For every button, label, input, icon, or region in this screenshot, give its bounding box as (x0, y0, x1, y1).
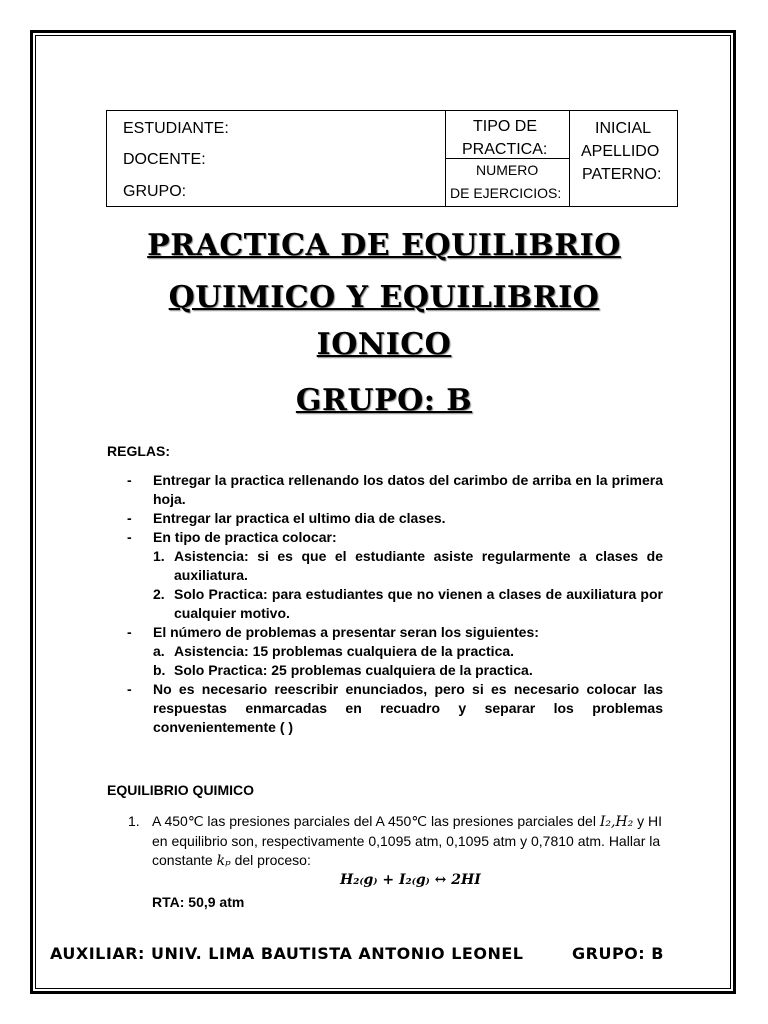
student-info-cell (107, 111, 446, 206)
bullet-dash: - (127, 510, 132, 526)
rule-text: El número de problemas a presentar seran los siguientes: (153, 624, 539, 640)
rules-heading: REGLAS: (107, 443, 170, 459)
rule-subitem (107, 661, 663, 680)
initial-surname-cell (570, 111, 677, 206)
rule-item (107, 528, 663, 547)
rule-item (107, 680, 663, 737)
chemical-equation: H₂₍g₎ + I₂₍g₎ ↔ 2HI (340, 872, 481, 888)
practice-type-cell (446, 111, 570, 206)
footer-author: AUXILIAR: UNIV. LIMA BAUTISTA ANTONIO LEONEL (50, 944, 524, 963)
rule-subitem (107, 547, 663, 585)
bullet-dash: - (127, 681, 132, 697)
subitem-text: Asistencia: 15 problemas cualquiera de la practica. (174, 643, 515, 659)
math-symbol: I₂,H₂ (599, 814, 634, 830)
rule-item (107, 471, 663, 509)
label-docente: DOCENTE: (123, 151, 206, 168)
subitem-number: 2. (153, 586, 165, 602)
subitem-letter: a. (153, 643, 165, 659)
label-tipo-line2: PRACTICA: (462, 141, 548, 158)
header-stamp-table (106, 110, 678, 207)
page-subtitle-group: GRUPO: B (295, 383, 473, 418)
subitem-text: Asistencia: si es que el estudiante asiste regularmente a clases de auxiliatura. (174, 548, 663, 583)
rule-item (107, 509, 663, 528)
rule-text: No es necesario reescribir enunciados, pero si es necesario colocar las respuestas enmarcadas en recuadro y separar los problemas convenientemente ( ) (153, 681, 663, 735)
rule-item (107, 623, 663, 642)
problem-text (152, 812, 663, 871)
rule-text: Entregar la practica rellenando los datos del carimbo de arriba en la primera hoja. (153, 472, 663, 507)
math-symbol: kₚ (216, 853, 231, 869)
page-title-line1: PRACTICA DE EQUILIBRIO (147, 228, 621, 263)
footer-group: GRUPO: B (572, 944, 664, 963)
rule-subitem (107, 642, 663, 661)
subitem-text: Solo Practica: 25 problemas cualquiera de la practica. (174, 662, 533, 678)
section-heading: EQUILIBRIO QUIMICO (107, 782, 254, 798)
bullet-dash: - (127, 529, 132, 545)
rule-text: En tipo de practica colocar: (153, 529, 337, 545)
subitem-letter: b. (153, 662, 166, 678)
label-numero-line1: NUMERO (476, 162, 539, 178)
label-estudiante: ESTUDIANTE: (123, 120, 229, 137)
label-inicial-line3: PATERNO: (582, 166, 662, 183)
rule-text: Entregar lar practica el ultimo dia de clases. (153, 510, 446, 526)
rule-subitem (107, 585, 663, 623)
page-title-line2: QUIMICO Y EQUILIBRIO (168, 280, 600, 315)
cell-divider (446, 158, 569, 159)
problem-text-part: del proceso: (230, 852, 311, 868)
problem-answer: RTA: 50,9 atm (152, 894, 245, 910)
label-inicial-line2: APELLIDO (581, 143, 660, 160)
bullet-dash: - (127, 472, 132, 488)
bullet-dash: - (127, 624, 132, 640)
problem-item (107, 812, 663, 871)
rules-list (107, 471, 663, 737)
problem-text-part: y HI en equilibrio son, respectivamente 0,1095 atm, 0,1095 atm y 0,7810 atm. Hallar la constante (152, 813, 663, 868)
label-grupo: GRUPO: (123, 183, 187, 200)
problem-number: 1. (128, 813, 140, 829)
label-inicial-line1: INICIAL (595, 120, 652, 137)
subitem-number: 1. (153, 548, 165, 564)
page-title-line3: IONICO (316, 327, 452, 362)
label-numero-line2: DE EJERCICIOS: (450, 185, 562, 201)
problem-text-part: A 450℃ las presiones parciales del A 450℃ las presiones parciales del (152, 813, 600, 829)
subitem-text: Solo Practica: para estudiantes que no vienen a clases de auxiliatura por cualquier motivo. (174, 586, 663, 621)
label-tipo-line1: TIPO DE (473, 118, 538, 135)
